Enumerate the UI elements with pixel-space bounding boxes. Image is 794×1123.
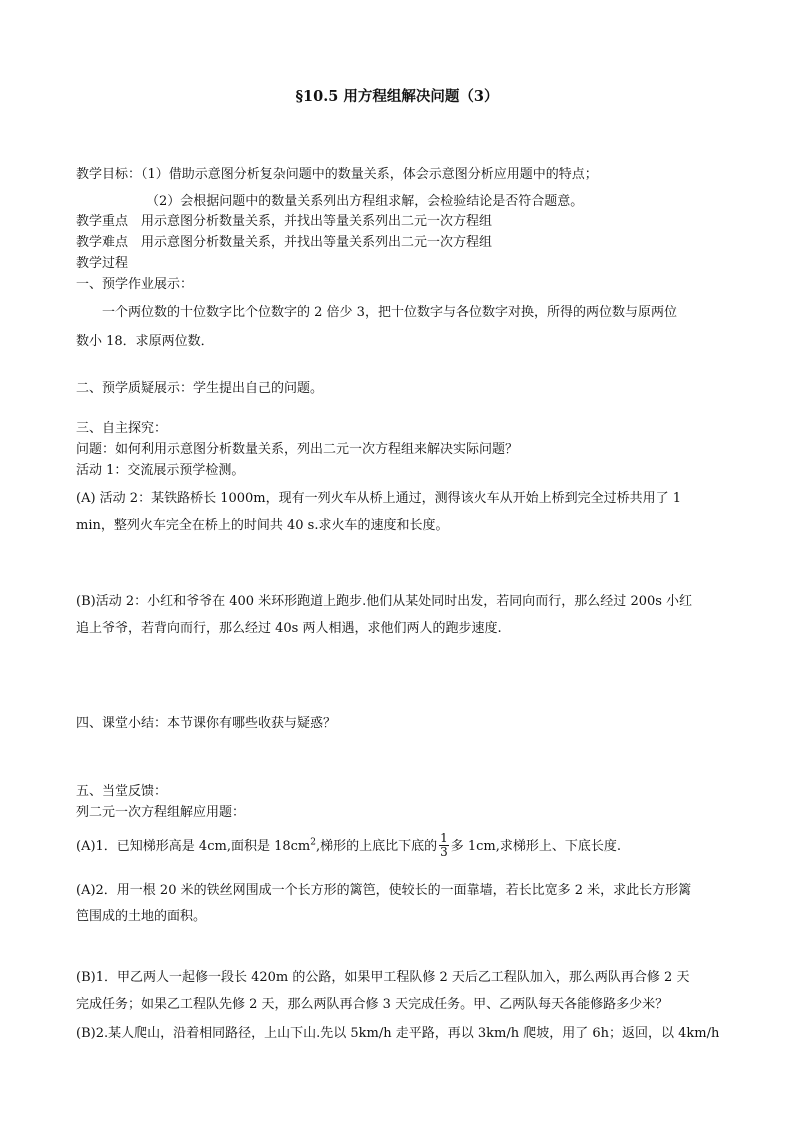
section2-heading: 二、预学质疑展示：学生提出自己的问题。 [76, 381, 324, 396]
exercise-a2-line1: (A)2．用一根 20 米的铁丝网围成一个长方形的篱笆，使较长的一面靠墙，若长比宽多 2 米，求此长方形篱 [76, 883, 692, 898]
section1-heading: 一、预学作业展示： [76, 277, 194, 292]
fraction-one-third [439, 832, 449, 859]
process-heading: 教学过程 [76, 256, 129, 271]
activity-a-line2: min，整列火车完全在桥上的时间共 40 s.求火车的速度和长度。 [76, 518, 449, 533]
section3-question: 问题：如何利用示意图分析数量关系，列出二元一次方程组来解决实际问题？ [76, 442, 519, 457]
goal-item-2: （2）会根据问题中的数量关系列出方程组求解，会检验结论是否符合题意。 [146, 194, 584, 209]
goals-line [76, 166, 598, 184]
section3-activity1: 活动 1：交流展示预学检测。 [76, 463, 245, 478]
difficulty: 教学难点 用示意图分析数量关系，并找出等量关系列出二元一次方程组 [76, 235, 493, 250]
exercise-a1 [76, 833, 621, 860]
section5-heading: 五、当堂反馈： [76, 784, 168, 799]
exercise-b1-line1: (B)1．甲乙两人一起修一段长 420m 的公路，如果甲工程队修 2 天后乙工程队加入，那么两队再合修 2 天 [76, 970, 690, 985]
activity-a-line1: (A) 活动 2：某铁路桥长 1000m，现有一列火车从桥上通过，测得该火车从开始上桥到完全过桥共用了 1 [76, 491, 682, 506]
exercise-a1-pre: (A)1．已知梯形高是 4cm,面积是 18cm [76, 839, 311, 854]
section1-text-line2: 数小 18．求原两位数． [76, 334, 214, 349]
goal-item-1: （1）借助示意图分析复杂问题中的数量关系，体会示意图分析应用题中的特点； [141, 167, 598, 182]
exercise-a1-post: 多 1cm,求梯形上、下底长度. [450, 839, 622, 854]
fraction-numerator: 1 [440, 831, 448, 845]
section1-text-line1: 一个两位数的十位数字比个位数字的 2 倍少 3，把十位数字与各位数字对换，所得的两位数与原两位 [102, 305, 677, 320]
key-point: 教学重点 用示意图分析数量关系，并找出等量关系列出二元一次方程组 [76, 214, 493, 229]
section4-heading: 四、课堂小结：本节课你有哪些收获与疑惑？ [76, 716, 337, 731]
exercise-a1-sup: 2 [310, 837, 316, 848]
exercise-b2-line1: (B)2.某人爬山，沿着相同路径，上山下山.先以 5km/h 走平路，再以 3km/h 爬坡，用了 6h；返回，以 4km/h [76, 1026, 720, 1041]
section3-heading: 三、自主探究： [76, 421, 168, 436]
fraction-denominator: 3 [440, 845, 448, 859]
activity-b-line1: (B)活动 2：小红和爷爷在 400 米环形跑道上跑步.他们从某处同时出发，若同向而行，那么经过 200s 小红 [76, 594, 693, 609]
exercise-b1-line2: 完成任务；如果乙工程队先修 2 天，那么两队再合修 3 天完成任务。甲、乙两队每天各能修路多少米？ [76, 997, 669, 1012]
exercise-a2-line2: 笆围成的土地的面积。 [76, 909, 207, 924]
goals-label: 教学目标： [76, 167, 142, 182]
activity-b-line2: 追上爷爷，若背向而行，那么经过 40s 两人相遇，求他们两人的跑步速度. [76, 621, 502, 636]
exercise-a1-mid: ,梯形的上底比下底的 [315, 839, 438, 854]
page-title: §10.5 用方程组解决问题（3） [295, 88, 499, 105]
section5-intro: 列二元一次方程组解应用题： [76, 805, 246, 820]
